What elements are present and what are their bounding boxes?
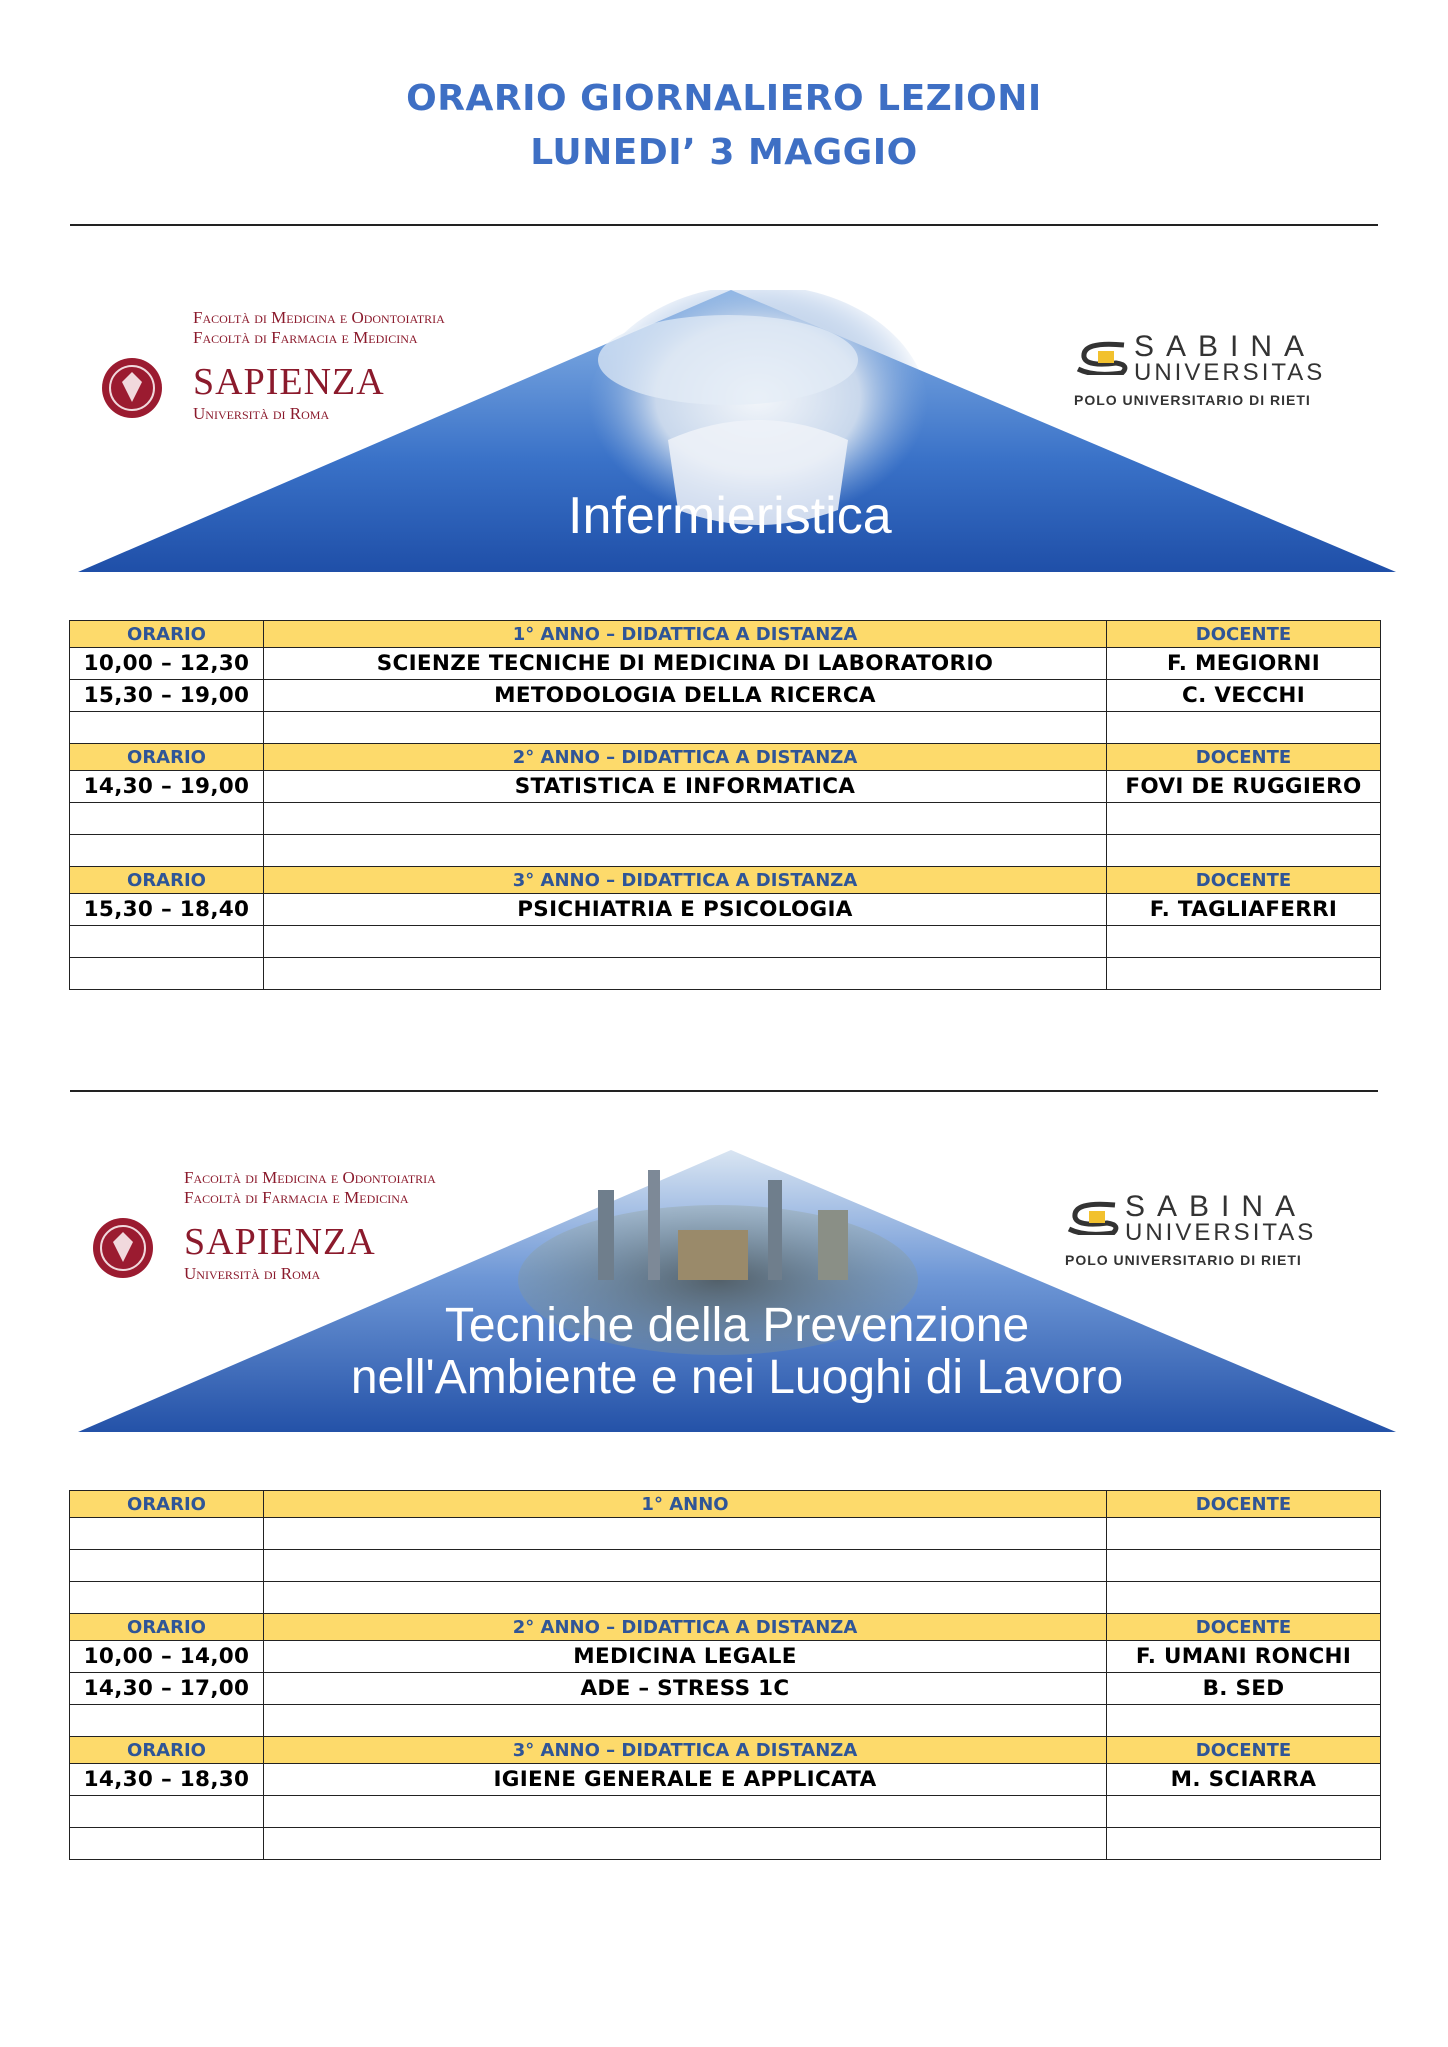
table-row bbox=[70, 648, 1381, 680]
cell-orario: 15,30 – 18,40 bbox=[70, 894, 264, 926]
table-header bbox=[70, 1737, 1381, 1764]
cell-docente bbox=[1107, 803, 1381, 835]
cell-course: IGIENE GENERALE E APPLICATA bbox=[264, 1764, 1107, 1796]
book-logo-icon bbox=[1074, 341, 1134, 375]
faculty-line1: Facoltà di Medicina e Odontoiatria bbox=[184, 1168, 436, 1187]
faculty-line2: Facoltà di Farmacia e Medicina bbox=[184, 1188, 409, 1207]
cell-course bbox=[264, 1582, 1107, 1614]
header-course: 3° ANNO – DIDATTICA A DISTANZA bbox=[264, 1737, 1107, 1764]
schedule-table-prevenzione bbox=[69, 1490, 1381, 1860]
banner-title-line1: Tecniche della Prevenzione bbox=[444, 1299, 1030, 1352]
cell-docente bbox=[1107, 712, 1381, 744]
header-course: 2° ANNO – DIDATTICA A DISTANZA bbox=[264, 744, 1107, 771]
cell-docente bbox=[1107, 1828, 1381, 1860]
sapienza-name: SAPIENZA bbox=[184, 1221, 376, 1263]
table-row bbox=[70, 712, 1381, 744]
table-header bbox=[70, 1491, 1381, 1518]
cell-orario: 14,30 – 18,30 bbox=[70, 1764, 264, 1796]
page-title-line1: ORARIO GIORNALIERO LEZIONI bbox=[406, 78, 1042, 119]
cell-course: ADE – STRESS 1C bbox=[264, 1673, 1107, 1705]
cell-orario bbox=[70, 1796, 264, 1828]
sapienza-subtitle: Università di Roma bbox=[193, 404, 330, 423]
table-header bbox=[70, 621, 1381, 648]
cell-docente: F. UMANI RONCHI bbox=[1107, 1641, 1381, 1673]
cell-orario bbox=[70, 958, 264, 990]
table-row bbox=[70, 958, 1381, 990]
cell-docente: FOVI DE RUGGIERO bbox=[1107, 771, 1381, 803]
cell-orario bbox=[70, 1582, 264, 1614]
banner-tecniche-prevenzione bbox=[78, 1150, 1396, 1432]
cell-course bbox=[264, 1705, 1107, 1737]
table-row bbox=[70, 1796, 1381, 1828]
cell-orario bbox=[70, 1518, 264, 1550]
cell-orario: 14,30 – 17,00 bbox=[70, 1673, 264, 1705]
cell-course bbox=[264, 958, 1107, 990]
sabina-name: SABINA bbox=[1134, 330, 1317, 363]
cell-orario bbox=[70, 803, 264, 835]
sabina-subtitle: POLO UNIVERSITARIO DI RIETI bbox=[1074, 392, 1311, 408]
cell-course: STATISTICA E INFORMATICA bbox=[264, 771, 1107, 803]
cell-docente: C. VECCHI bbox=[1107, 680, 1381, 712]
table-row bbox=[70, 1518, 1381, 1550]
cell-course: METODOLOGIA DELLA RICERCA bbox=[264, 680, 1107, 712]
divider bbox=[70, 224, 1378, 226]
table-header bbox=[70, 867, 1381, 894]
banner-title: Infermieristica bbox=[568, 487, 892, 545]
table-row bbox=[70, 894, 1381, 926]
banner-infermieristica bbox=[78, 290, 1396, 572]
cell-orario: 10,00 – 12,30 bbox=[70, 648, 264, 680]
cell-docente bbox=[1107, 1705, 1381, 1737]
table-row bbox=[70, 1582, 1381, 1614]
header-orario: ORARIO bbox=[70, 621, 264, 648]
cell-course bbox=[264, 1518, 1107, 1550]
cell-course: MEDICINA LEGALE bbox=[264, 1641, 1107, 1673]
table-row bbox=[70, 680, 1381, 712]
cell-docente: B. SED bbox=[1107, 1673, 1381, 1705]
cell-course: SCIENZE TECNICHE DI MEDICINA DI LABORATORIO bbox=[264, 648, 1107, 680]
cell-course bbox=[264, 712, 1107, 744]
header-docente: DOCENTE bbox=[1107, 1614, 1381, 1641]
sabina-universitas: UNIVERSITAS bbox=[1125, 1219, 1317, 1246]
cell-orario: 10,00 – 14,00 bbox=[70, 1641, 264, 1673]
cell-docente bbox=[1107, 1550, 1381, 1582]
cell-docente bbox=[1107, 958, 1381, 990]
cell-orario bbox=[70, 1550, 264, 1582]
header-orario: ORARIO bbox=[70, 744, 264, 771]
sabina-name: SABINA bbox=[1125, 1190, 1308, 1223]
header-orario: ORARIO bbox=[70, 1737, 264, 1764]
header-docente: DOCENTE bbox=[1107, 744, 1381, 771]
cell-orario: 14,30 – 19,00 bbox=[70, 771, 264, 803]
sabina-subtitle: POLO UNIVERSITARIO DI RIETI bbox=[1065, 1252, 1302, 1268]
cell-course bbox=[264, 1828, 1107, 1860]
header-course: 2° ANNO – DIDATTICA A DISTANZA bbox=[264, 1614, 1107, 1641]
header-orario: ORARIO bbox=[70, 1614, 264, 1641]
sapienza-name: SAPIENZA bbox=[193, 361, 385, 403]
cell-docente bbox=[1107, 1518, 1381, 1550]
table-row bbox=[70, 926, 1381, 958]
cell-course bbox=[264, 835, 1107, 867]
cell-docente bbox=[1107, 1582, 1381, 1614]
cell-orario bbox=[70, 926, 264, 958]
table-row bbox=[70, 803, 1381, 835]
sapienza-seal-icon bbox=[102, 358, 162, 418]
sabina-universitas: UNIVERSITAS bbox=[1134, 359, 1326, 386]
header-docente: DOCENTE bbox=[1107, 621, 1381, 648]
cell-orario bbox=[70, 1828, 264, 1860]
cell-docente: F. MEGIORNI bbox=[1107, 648, 1381, 680]
header-orario: ORARIO bbox=[70, 1491, 264, 1518]
faculty-line2: Facoltà di Farmacia e Medicina bbox=[193, 328, 418, 347]
cell-course bbox=[264, 1550, 1107, 1582]
table-row bbox=[70, 1828, 1381, 1860]
cell-docente: M. SCIARRA bbox=[1107, 1764, 1381, 1796]
schedule-table-infermieristica bbox=[69, 620, 1381, 990]
cell-course: PSICHIATRIA E PSICOLOGIA bbox=[264, 894, 1107, 926]
cell-docente bbox=[1107, 1796, 1381, 1828]
header-docente: DOCENTE bbox=[1107, 867, 1381, 894]
header-course: 1° ANNO bbox=[264, 1491, 1107, 1518]
table-row bbox=[70, 1641, 1381, 1673]
faculty-line1: Facoltà di Medicina e Odontoiatria bbox=[193, 308, 445, 327]
page-title-line2: LUNEDI’ 3 MAGGIO bbox=[530, 132, 918, 173]
header-docente: DOCENTE bbox=[1107, 1491, 1381, 1518]
table-header bbox=[70, 1614, 1381, 1641]
header-course: 1° ANNO – DIDATTICA A DISTANZA bbox=[264, 621, 1107, 648]
cell-orario bbox=[70, 835, 264, 867]
cell-docente bbox=[1107, 835, 1381, 867]
divider bbox=[70, 1090, 1378, 1092]
cell-orario bbox=[70, 1705, 264, 1737]
sapienza-subtitle: Università di Roma bbox=[184, 1264, 321, 1283]
table-row bbox=[70, 1550, 1381, 1582]
table-row bbox=[70, 1673, 1381, 1705]
sapienza-seal-icon bbox=[93, 1218, 153, 1278]
book-logo-icon bbox=[1065, 1201, 1125, 1235]
table-row bbox=[70, 771, 1381, 803]
table-row bbox=[70, 1764, 1381, 1796]
cell-orario: 15,30 – 19,00 bbox=[70, 680, 264, 712]
cell-course bbox=[264, 1796, 1107, 1828]
table-row bbox=[70, 835, 1381, 867]
cell-orario bbox=[70, 712, 264, 744]
header-course: 3° ANNO – DIDATTICA A DISTANZA bbox=[264, 867, 1107, 894]
cell-course bbox=[264, 926, 1107, 958]
table-row bbox=[70, 1705, 1381, 1737]
cell-course bbox=[264, 803, 1107, 835]
banner-title-line2: nell'Ambiente e nei Luoghi di Lavoro bbox=[350, 1351, 1124, 1404]
cell-docente: F. TAGLIAFERRI bbox=[1107, 894, 1381, 926]
header-docente: DOCENTE bbox=[1107, 1737, 1381, 1764]
cell-docente bbox=[1107, 926, 1381, 958]
header-orario: ORARIO bbox=[70, 867, 264, 894]
table-header bbox=[70, 744, 1381, 771]
